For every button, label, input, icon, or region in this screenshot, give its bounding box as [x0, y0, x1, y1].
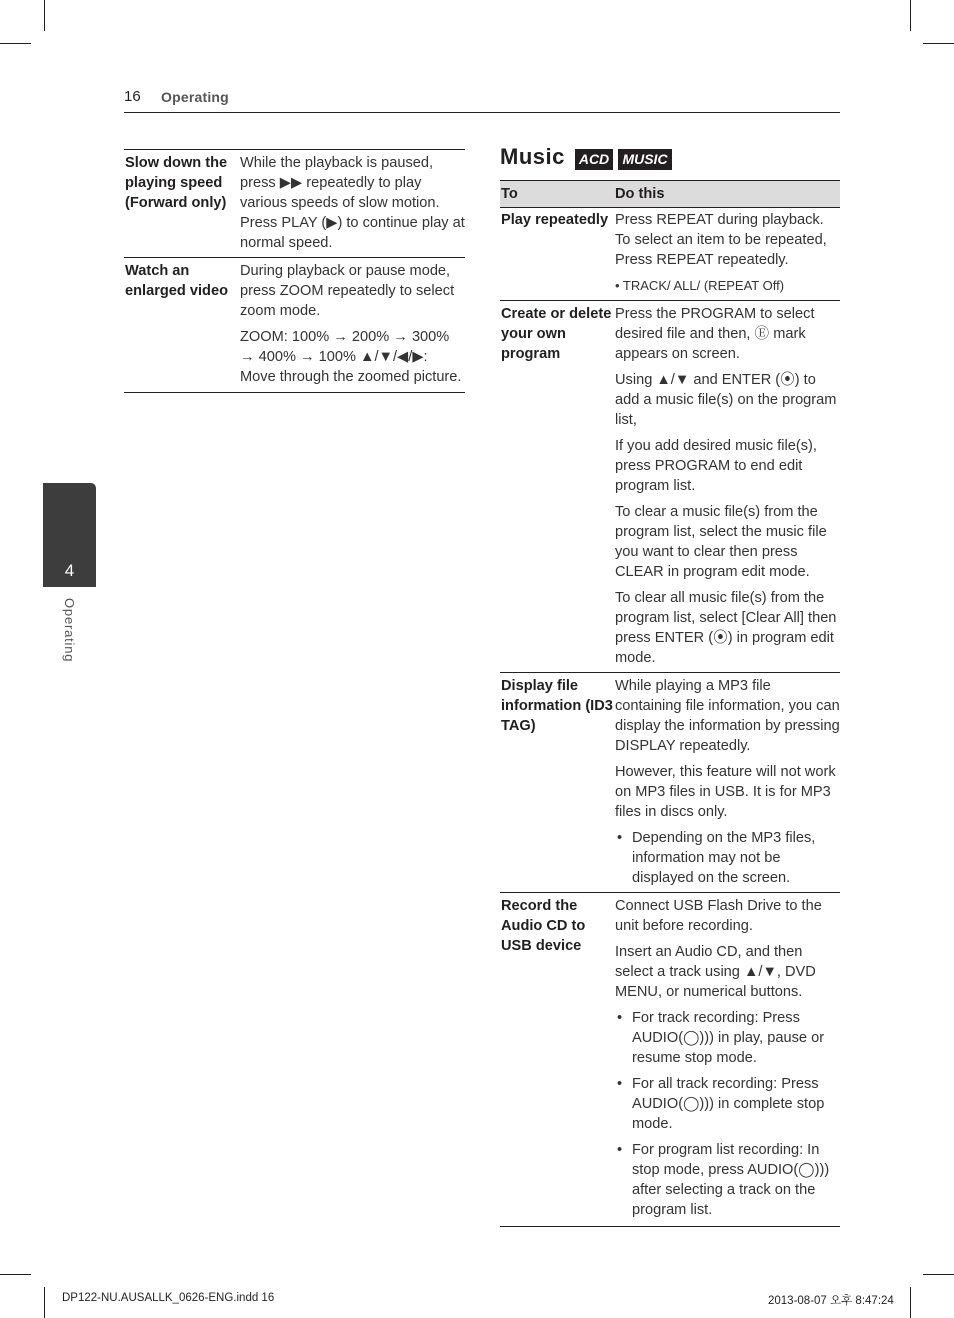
crop-mark [44, 1287, 45, 1318]
row-text: If you add desired music file(s), press PROGRAM to end edit program list. [615, 438, 817, 494]
chapter-number: 4 [64, 561, 75, 580]
table-row [124, 258, 465, 393]
crop-mark [910, 1287, 911, 1318]
row-text: However, this feature will not work on MP3 files in USB. It is for MP3 files in discs only. [615, 764, 836, 820]
row-text: To clear a music file(s) from the program list, select the music file you want to clear then press CLEAR in program edit mode. [615, 504, 827, 580]
row-bullet: • For all track recording: Press AUDIO(◯))) in complete stop mode. [615, 1074, 840, 1134]
crop-mark [0, 1274, 31, 1275]
crop-mark [923, 43, 954, 44]
table-row [500, 893, 840, 1227]
table-header-row [500, 181, 840, 208]
row-title: Display file information (ID3 TAG) [501, 678, 613, 734]
row-bullet: • For program list recording: In stop mode, press AUDIO(◯))) after selecting a track on the program list. [615, 1140, 840, 1220]
row-title: Record the Audio CD to USB device [501, 898, 586, 954]
row-bullet: • Depending on the MP3 files, information may not be displayed on the screen. [615, 828, 840, 888]
row-text: Press the PROGRAM to select desired file and then, Ⓔ mark appears on screen. [615, 306, 815, 362]
footer-timestamp: 2013-08-07 오후 8:47:24 [768, 1295, 894, 1307]
row-text: While the playback is paused, press ▶▶ repeatedly to play various speeds of slow motion. Press PLAY (▶) to continue play at normal speed. [240, 155, 465, 251]
table-row [500, 673, 840, 893]
table-row [124, 150, 465, 258]
music-table [500, 180, 840, 1227]
crop-mark [0, 43, 31, 44]
column-header-do-this: Do this [615, 186, 665, 202]
music-heading: Music [500, 144, 565, 169]
section-title: Operating [161, 89, 229, 105]
left-feature-table [124, 149, 465, 393]
row-text: Using ▲/▼ and ENTER (⦿) to add a music file(s) on the program list, [615, 372, 837, 428]
row-text: ZOOM: 100% → 200% → 300% → 400% → 100% ▲/▼/◀/▶: Move through the zoomed picture. [240, 329, 462, 385]
row-title: Watch an enlarged video [125, 263, 228, 299]
chapter-tab [43, 483, 96, 587]
row-text: Connect USB Flash Drive to the unit before recording. [615, 898, 822, 934]
table-row [500, 208, 840, 301]
music-badge: MUSIC [618, 149, 672, 170]
crop-mark [923, 1274, 954, 1275]
crop-mark [44, 0, 45, 31]
row-title: Play repeatedly [501, 212, 609, 228]
row-text: • TRACK/ ALL/ (REPEAT Off) [615, 278, 785, 293]
row-text: While playing a MP3 file containing file information, you can display the information by pressing DISPLAY repeatedly. [615, 678, 840, 754]
row-title: Create or delete your own program [501, 306, 612, 362]
column-header-to: To [501, 186, 518, 202]
chapter-label: Operating [62, 598, 77, 663]
page-header [124, 86, 840, 113]
acd-badge: ACD [575, 149, 613, 170]
row-text: To clear all music file(s) from the program list, select [Clear All] then press ENTER (⦿) in program edit mode. [615, 590, 837, 666]
crop-mark [910, 0, 911, 31]
page-number: 16 [124, 88, 141, 105]
footer-file-info: DP122-NU.AUSALLK_0626-ENG.indd 16 [62, 1292, 275, 1304]
row-text: Press REPEAT during playback. To select an item to be repeated, Press REPEAT repeatedly. [615, 212, 827, 268]
row-bullet: • For track recording: Press AUDIO(◯))) in play, pause or resume stop mode. [615, 1008, 840, 1068]
row-title: Slow down the playing speed (Forward only) [125, 155, 228, 211]
row-text: During playback or pause mode, press ZOOM repeatedly to select zoom mode. [240, 263, 455, 319]
table-row [500, 301, 840, 673]
row-text: Insert an Audio CD, and then select a track using ▲/▼, DVD MENU, or numerical buttons. [615, 944, 816, 1000]
